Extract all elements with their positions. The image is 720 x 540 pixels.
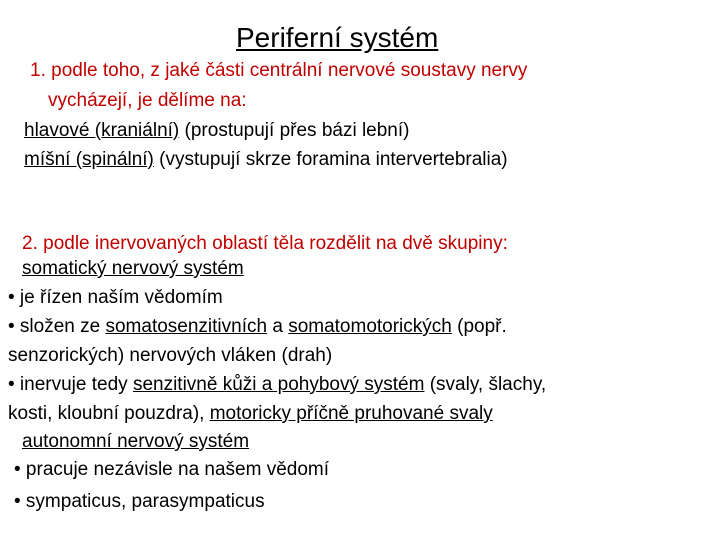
autonomic-title: autonomní nervový systém [22, 431, 250, 452]
page-title: Periferní systém [236, 22, 439, 53]
innervation-line2-prefix: kosti, kloubní pouzdra), [8, 403, 210, 424]
somatic-bullet-fibers [8, 316, 507, 338]
somatic-bullet-consciousness: • je řízen naším vědomím [8, 287, 223, 308]
section1-heading-line2: vycházejí, je dělíme na: [48, 90, 247, 111]
autonomic-bullet-independent: • pracuje nezávisle na našem vědomí [14, 459, 330, 480]
spinal-description: (vystupují skrze foramina intervertebralia) [153, 149, 508, 170]
fibers-prefix: • složen ze [8, 316, 106, 337]
skin-and-motor-system-term: senzitivně kůži a pohybový systém [132, 374, 425, 395]
autonomic-bullet-divisions: • sympaticus, parasympaticus [14, 491, 265, 512]
section1-heading-line1: 1. podle toho, z jaké části centrální nervové soustavy nervy [30, 60, 528, 81]
spinal-term: míšní (spinální) [24, 149, 154, 170]
cranial-description: (prostupují přes bázi lební) [179, 120, 410, 141]
fibers-suffix: (popř. [451, 316, 507, 337]
cranial-term: hlavové (kraniální) [24, 120, 180, 141]
fibers-and: a [267, 316, 289, 337]
somatic-fibers-line2: senzorických) nervových vláken (drah) [8, 345, 333, 366]
striated-muscles-term: motoricky příčně pruhované svaly [209, 403, 493, 424]
somatic-innervation-line2 [8, 403, 493, 425]
somatic-title: somatický nervový systém [22, 258, 244, 279]
somatic-bullet-innervation [8, 374, 546, 396]
section2-heading: 2. podle inervovaných oblastí těla rozdělit na dvě skupiny: [22, 233, 508, 254]
somatomotor-term: somatomotorických [288, 316, 452, 337]
somatosensory-term: somatosenzitivních [105, 316, 268, 337]
spinal-nerves-line [24, 149, 508, 171]
innervation-prefix: • inervuje tedy [8, 374, 133, 395]
cranial-nerves-line [24, 120, 409, 142]
innervation-suffix: (svaly, šlachy, [424, 374, 547, 395]
